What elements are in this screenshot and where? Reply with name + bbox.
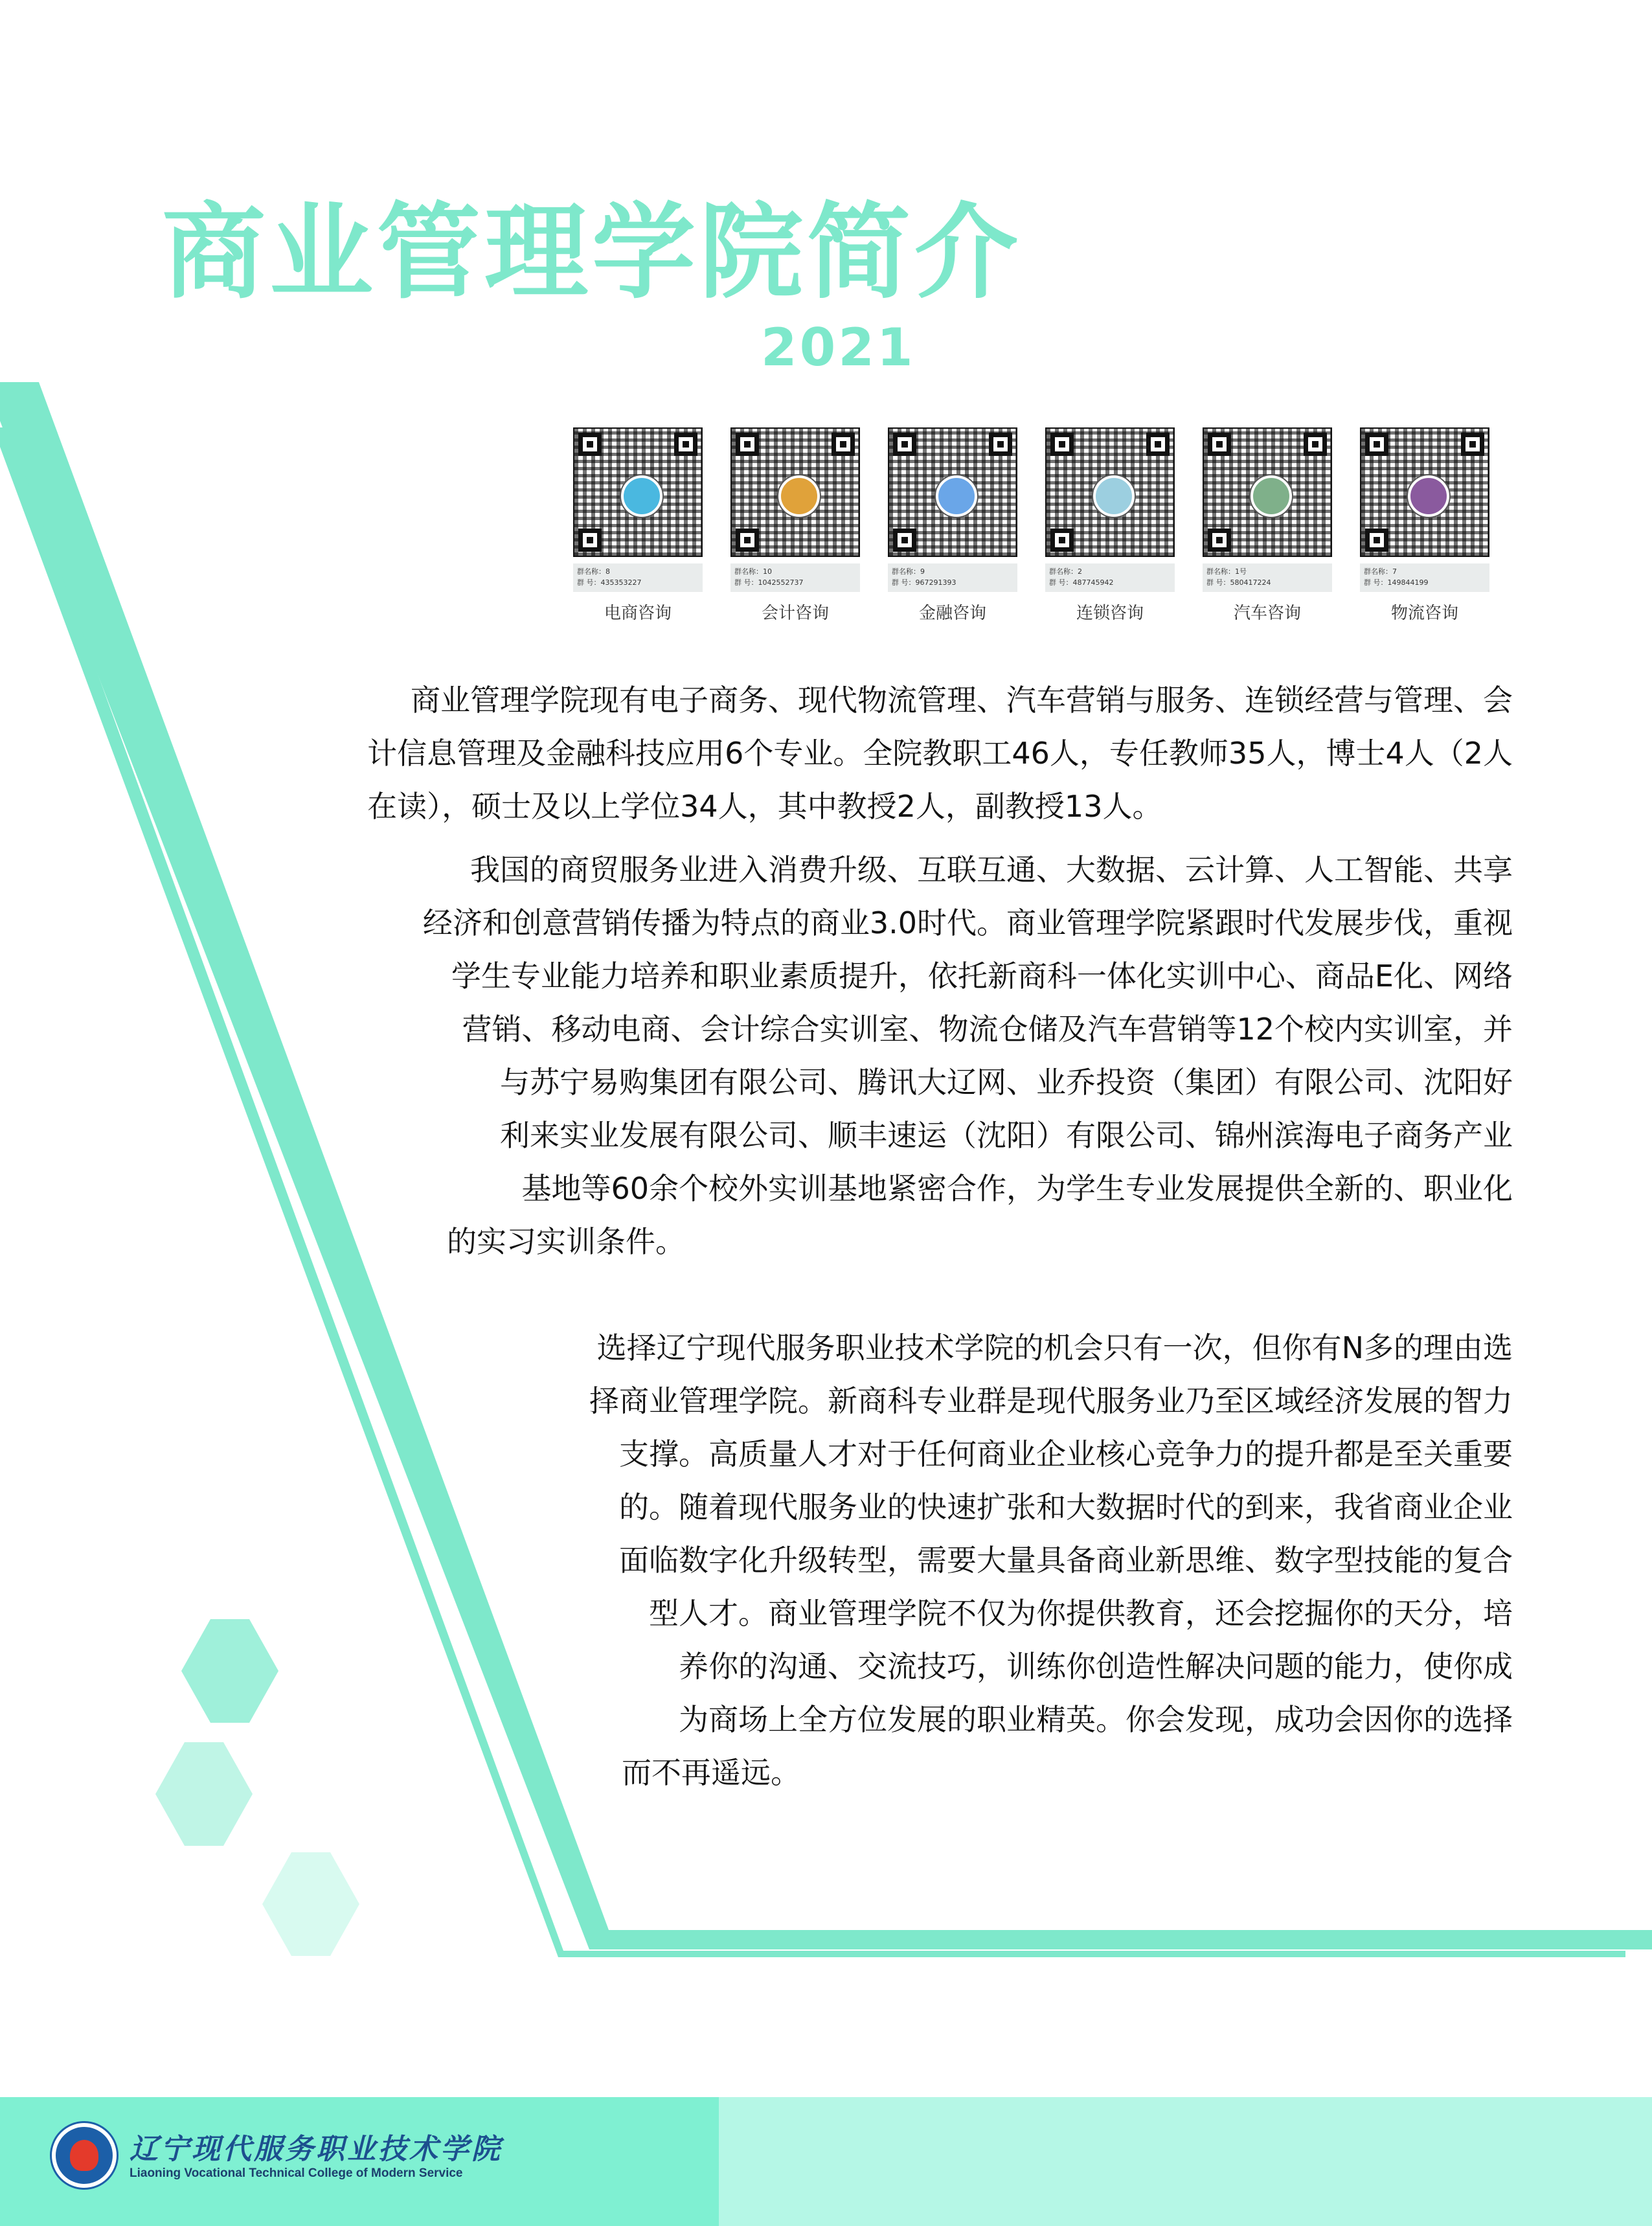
qr-code-icon (1360, 427, 1489, 557)
qr-label: 连锁咨询 (1076, 604, 1144, 623)
text-line: 营销、移动电商、会计综合实训室、物流仓储及汽车营销等12个校内实训室，并 (462, 1012, 1513, 1047)
group-name: 群名称：1号 (1206, 567, 1247, 576)
text-line: 利来实业发展有限公司、顺丰速运（沈阳）有限公司、锦州滨海电子商务产业 (500, 1118, 1513, 1153)
text-line: 而不再遥远。 (622, 1755, 800, 1790)
college-name-cn: 辽宁现代服务职业技术学院 (130, 2133, 503, 2166)
qr-code-icon (1045, 427, 1175, 557)
text-line: 养你的沟通、交流技巧，训练你创造性解决问题的能力，使你成 (679, 1649, 1513, 1684)
paragraph-intro (367, 674, 1513, 833)
text-line: 学生专业能力培养和职业素质提升，依托新商科一体化实训中心、商品E化、网络 (451, 959, 1513, 994)
text-line: 经济和创意营销传播为特点的商业3.0时代。商业管理学院紧跟时代发展步伐，重视 (422, 905, 1513, 940)
hexagon-medium (155, 1742, 253, 1846)
text-line: 的实习实训条件。 (447, 1224, 685, 1259)
group-number: 群 号：435353227 (577, 578, 642, 587)
text-line: 商业管理学院现有电子商务、现代物流管理、汽车营销与服务、连锁经营与管理、会 (411, 683, 1513, 718)
text-line: 面临数字化升级转型，需要大量具备商业新思维、数字型技能的复合 (619, 1543, 1513, 1578)
paragraph-industry (423, 843, 1513, 1215)
text-line: 与苏宁易购集团有限公司、腾讯大辽网、业乔投资（集团）有限公司、沈阳好 (500, 1065, 1513, 1100)
text-line: 在读），硕士及以上学位34人，其中教授2人，副教授13人。 (367, 789, 1162, 824)
text-line: 择商业管理学院。新商科专业群是现代服务业乃至区域经济发展的智力 (589, 1383, 1513, 1418)
qr-code-grid (573, 427, 1512, 635)
qr-item-auto (1203, 427, 1335, 624)
group-name: 群名称：2 (1049, 567, 1082, 576)
hexagon-large (181, 1619, 278, 1723)
qr-item-chain (1045, 427, 1178, 624)
group-number: 群 号：967291393 (892, 578, 956, 587)
paragraph-choice-end (622, 1746, 800, 1799)
year-label: 2021 (761, 317, 916, 378)
qr-label: 汽车咨询 (1233, 604, 1301, 623)
flame-icon (70, 2140, 98, 2171)
group-number: 群 号：487745942 (1049, 578, 1114, 587)
qr-label: 物流咨询 (1390, 604, 1458, 623)
group-name: 群名称：9 (892, 567, 925, 576)
footer-band-light (719, 2097, 1652, 2226)
qr-label: 会计咨询 (761, 604, 829, 623)
paragraph-industry-end (447, 1215, 685, 1268)
group-number: 群 号：1042552737 (734, 578, 804, 587)
group-name: 群名称：10 (734, 567, 772, 576)
group-avatar-icon (936, 475, 977, 517)
qr-label: 电商咨询 (604, 604, 672, 623)
group-name: 群名称：8 (577, 567, 610, 576)
group-name: 群名称：7 (1364, 567, 1397, 576)
qr-code-icon (1203, 427, 1332, 557)
page-title: 商业管理学院简介 (162, 192, 1023, 313)
qr-code-icon (573, 427, 703, 557)
qr-caption (573, 563, 703, 592)
qr-label: 金融咨询 (918, 604, 986, 623)
qr-caption (1360, 563, 1489, 592)
text-line: 型人才。商业管理学院不仅为你提供教育，还会挖掘你的天分，培 (649, 1596, 1513, 1631)
qr-caption (888, 563, 1017, 592)
college-logo-icon (52, 2123, 117, 2188)
group-avatar-icon (621, 475, 662, 517)
text-line: 选择辽宁现代服务职业技术学院的机会只有一次，但你有N多的理由选 (596, 1330, 1513, 1365)
group-avatar-icon (778, 475, 820, 517)
group-number: 群 号：149844199 (1364, 578, 1429, 587)
hexagon-small (262, 1852, 359, 1956)
group-avatar-icon (1093, 475, 1135, 517)
qr-caption (730, 563, 860, 592)
qr-item-logistics (1360, 427, 1493, 624)
qr-item-ecommerce (573, 427, 706, 624)
group-number: 群 号：580417224 (1206, 578, 1271, 587)
text-line: 我国的商贸服务业进入消费升级、互联互通、大数据、云计算、人工智能、共享 (470, 852, 1513, 887)
college-name-en: Liaoning Vocational Technical College of Modern Service (130, 2166, 463, 2180)
qr-item-accounting (730, 427, 863, 624)
text-line: 基地等60余个校外实训基地紧密合作，为学生专业发展提供全新的、职业化 (521, 1171, 1513, 1206)
qr-caption (1045, 563, 1175, 592)
text-line: 计信息管理及金融科技应用6个专业。全院教职工46人，专任教师35人，博士4人（2人 (367, 736, 1513, 771)
text-line: 为商场上全方位发展的职业精英。你会发现，成功会因你的选择 (679, 1702, 1513, 1737)
qr-caption (1203, 563, 1332, 592)
qr-code-icon (730, 427, 860, 557)
text-line: 的。随着现代服务业的快速扩张和大数据时代的到来，我省商业企业 (619, 1490, 1513, 1525)
group-avatar-icon (1250, 475, 1292, 517)
text-line: 支撑。高质量人才对于任何商业企业核心竞争力的提升都是至关重要 (619, 1437, 1513, 1471)
group-avatar-icon (1408, 475, 1449, 517)
paragraph-choice (589, 1321, 1513, 1746)
qr-code-icon (888, 427, 1017, 557)
qr-item-finance (888, 427, 1021, 624)
